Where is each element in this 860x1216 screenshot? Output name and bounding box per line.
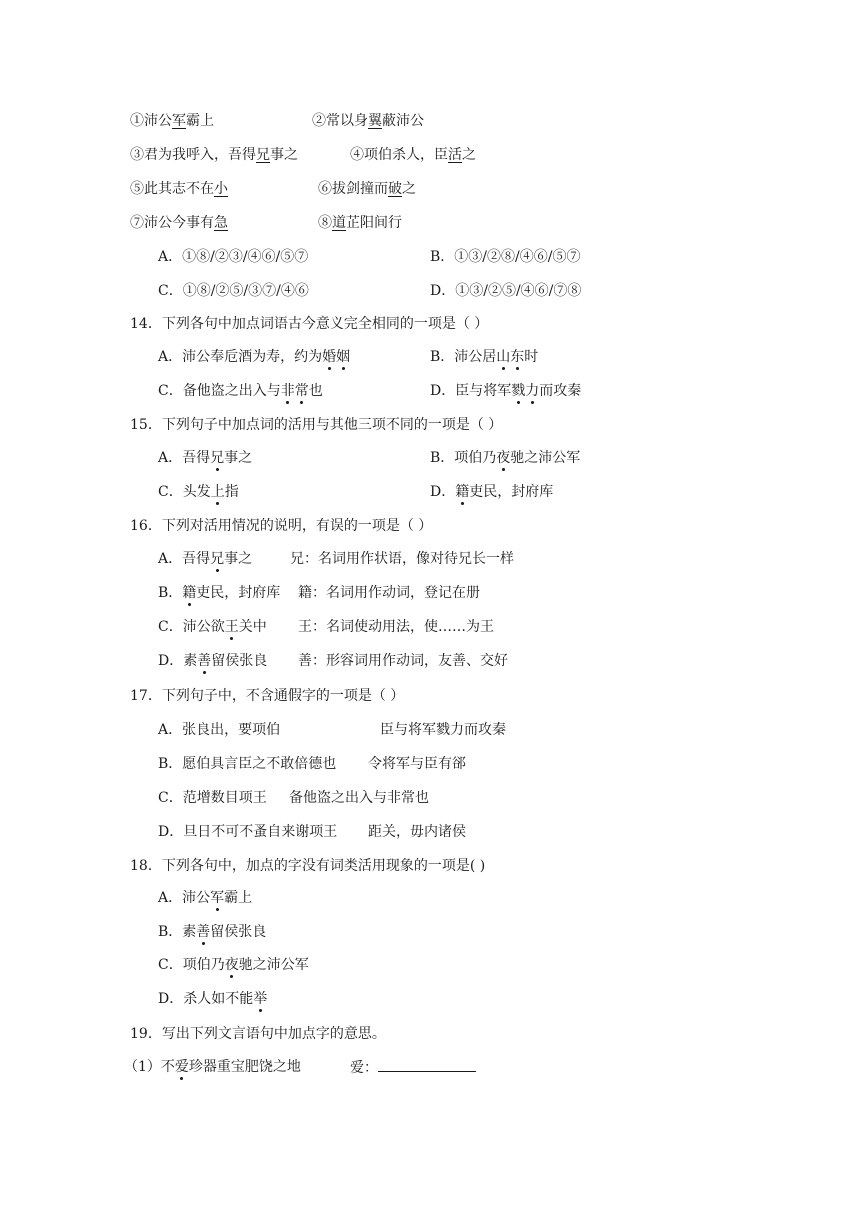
q14-option-c[interactable]: C．备他盗之出入与非常也 bbox=[158, 383, 323, 399]
q17-option-b-second: 令将军与臣有郤 bbox=[368, 756, 466, 772]
q14-option-b[interactable]: B．沛公居山东时 bbox=[430, 349, 539, 365]
dotted-char: 夜 bbox=[224, 957, 239, 973]
q16-note-c: 王：名词使动用法，使……为王 bbox=[298, 619, 494, 635]
item-8: ⑧道芷阳间行 bbox=[318, 215, 402, 231]
dotted-char: 爱 bbox=[174, 1059, 189, 1075]
q18-option-d[interactable]: D．杀人如不能举 bbox=[158, 991, 268, 1007]
answer-label: 爱： bbox=[350, 1060, 378, 1076]
q16-option-b[interactable]: B．籍吏民，封府库 bbox=[158, 585, 281, 601]
underlined-word: 小 bbox=[214, 181, 228, 197]
dotted-char: 夜 bbox=[496, 450, 511, 466]
q13-option-a[interactable]: A．①⑧/②③/④⑥/⑤⑦ bbox=[158, 249, 309, 265]
item-2: ②常以身翼蔽沛公 bbox=[312, 113, 424, 129]
dotted-char: 善 bbox=[197, 653, 212, 669]
q15-stem: 15．下列句子中加点词的活用与其他三项不同的一项是（ ） bbox=[130, 417, 503, 433]
q14-stem: 14．下列各句中加点词语古今意义完全相同的一项是（ ） bbox=[130, 316, 489, 332]
q16-stem: 16．下列对活用情况的说明，有误的一项是（ ） bbox=[130, 518, 433, 534]
dotted-char: 常 bbox=[294, 383, 309, 399]
q17-option-a[interactable]: A．张良出，要项伯 bbox=[158, 722, 281, 738]
q17-stem: 17．下列句子中，不含通假字的一项是（ ） bbox=[130, 688, 405, 704]
item-4: ④项伯杀人，臣活之 bbox=[350, 147, 476, 163]
q16-option-c[interactable]: C．沛公欲王关中 bbox=[158, 619, 267, 635]
q17-option-b[interactable]: B．愿伯具言臣之不敢倍德也 bbox=[158, 756, 337, 772]
dotted-char: 婚 bbox=[322, 349, 337, 365]
q16-option-a[interactable]: A．吾得兄事之 bbox=[158, 551, 253, 567]
q18-option-c[interactable]: C．项伯乃夜驰之沛公军 bbox=[158, 957, 309, 973]
q17-option-d-second: 距关，毋内诸侯 bbox=[368, 824, 466, 840]
q19-sentence-1: （1）不爱珍器重宝肥饶之地 bbox=[124, 1059, 301, 1075]
q16-note-b: 籍：名词用作动词，登记在册 bbox=[298, 585, 480, 601]
dotted-char: 戮 bbox=[511, 383, 526, 399]
dotted-char: 籍 bbox=[182, 585, 197, 601]
q15-option-c[interactable]: C．头发上指 bbox=[158, 484, 239, 500]
underlined-word: 兄 bbox=[256, 147, 270, 163]
q15-option-b[interactable]: B．项伯乃夜驰之沛公军 bbox=[430, 450, 581, 466]
q13-option-d[interactable]: D．①③/②⑤/④⑥/⑦⑧ bbox=[430, 283, 582, 299]
underlined-word: 翼 bbox=[368, 113, 382, 129]
dotted-char: 善 bbox=[196, 924, 211, 940]
q17-option-a-second: 臣与将军戮力而攻秦 bbox=[380, 722, 506, 738]
q18-stem: 18．下列各句中，加点的字没有词类活用现象的一项是( ) bbox=[130, 858, 486, 874]
dotted-char: 王 bbox=[224, 619, 239, 635]
underlined-word: 活 bbox=[448, 147, 462, 163]
q16-note-a: 兄：名词用作状语，像对待兄长一样 bbox=[290, 551, 514, 567]
q14-option-a[interactable]: A．沛公奉卮酒为寿，约为婚姻 bbox=[158, 349, 351, 365]
dotted-char: 力 bbox=[525, 383, 540, 399]
item-1: ①沛公军霸上 bbox=[130, 113, 214, 129]
q17-option-c[interactable]: C．范增数目项王 bbox=[158, 790, 267, 806]
dotted-char: 非 bbox=[280, 383, 295, 399]
dotted-char: 军 bbox=[210, 890, 225, 906]
dotted-char: 上 bbox=[210, 484, 225, 500]
dotted-char: 东 bbox=[510, 349, 525, 365]
q16-note-d: 善：形容词用作动词，友善、交好 bbox=[298, 653, 508, 669]
item-3: ③君为我呼入，吾得兄事之 bbox=[130, 147, 298, 163]
q19-stem: 19．写出下列文言语句中加点字的意思。 bbox=[130, 1026, 386, 1042]
item-5: ⑤此其志不在小 bbox=[130, 181, 228, 197]
dotted-char: 姻 bbox=[336, 349, 351, 365]
q15-option-d[interactable]: D．籍吏民，封府库 bbox=[430, 484, 554, 500]
underlined-word: 破 bbox=[388, 181, 402, 197]
q17-option-d[interactable]: D．旦日不可不蚤自来谢项王 bbox=[158, 824, 338, 840]
dotted-char: 举 bbox=[253, 991, 268, 1007]
dotted-char: 兄 bbox=[210, 450, 225, 466]
item-6: ⑥拔剑撞而破之 bbox=[318, 181, 416, 197]
q19-answer-1[interactable] bbox=[350, 1057, 476, 1078]
answer-blank[interactable] bbox=[378, 1057, 476, 1072]
q13-option-b[interactable]: B．①③/②⑧/④⑥/⑤⑦ bbox=[430, 249, 581, 265]
dotted-char: 山 bbox=[496, 349, 511, 365]
underlined-word: 急 bbox=[214, 215, 228, 231]
item-7: ⑦沛公今事有急 bbox=[130, 215, 228, 231]
q18-option-a[interactable]: A．沛公军霸上 bbox=[158, 890, 253, 906]
q14-option-d[interactable]: D．臣与将军戮力而攻秦 bbox=[430, 383, 582, 399]
dotted-char: 兄 bbox=[210, 551, 225, 567]
q13-option-c[interactable]: C．①⑧/②⑤/③⑦/④⑥ bbox=[158, 283, 309, 299]
dotted-char: 籍 bbox=[455, 484, 470, 500]
underlined-word: 军 bbox=[172, 113, 186, 129]
q18-option-b[interactable]: B．素善留侯张良 bbox=[158, 924, 267, 940]
q15-option-a[interactable]: A．吾得兄事之 bbox=[158, 450, 253, 466]
q17-option-c-second: 备他盗之出入与非常也 bbox=[289, 790, 429, 806]
underlined-word: 道 bbox=[332, 215, 346, 231]
q16-option-d[interactable]: D．素善留侯张良 bbox=[158, 653, 268, 669]
